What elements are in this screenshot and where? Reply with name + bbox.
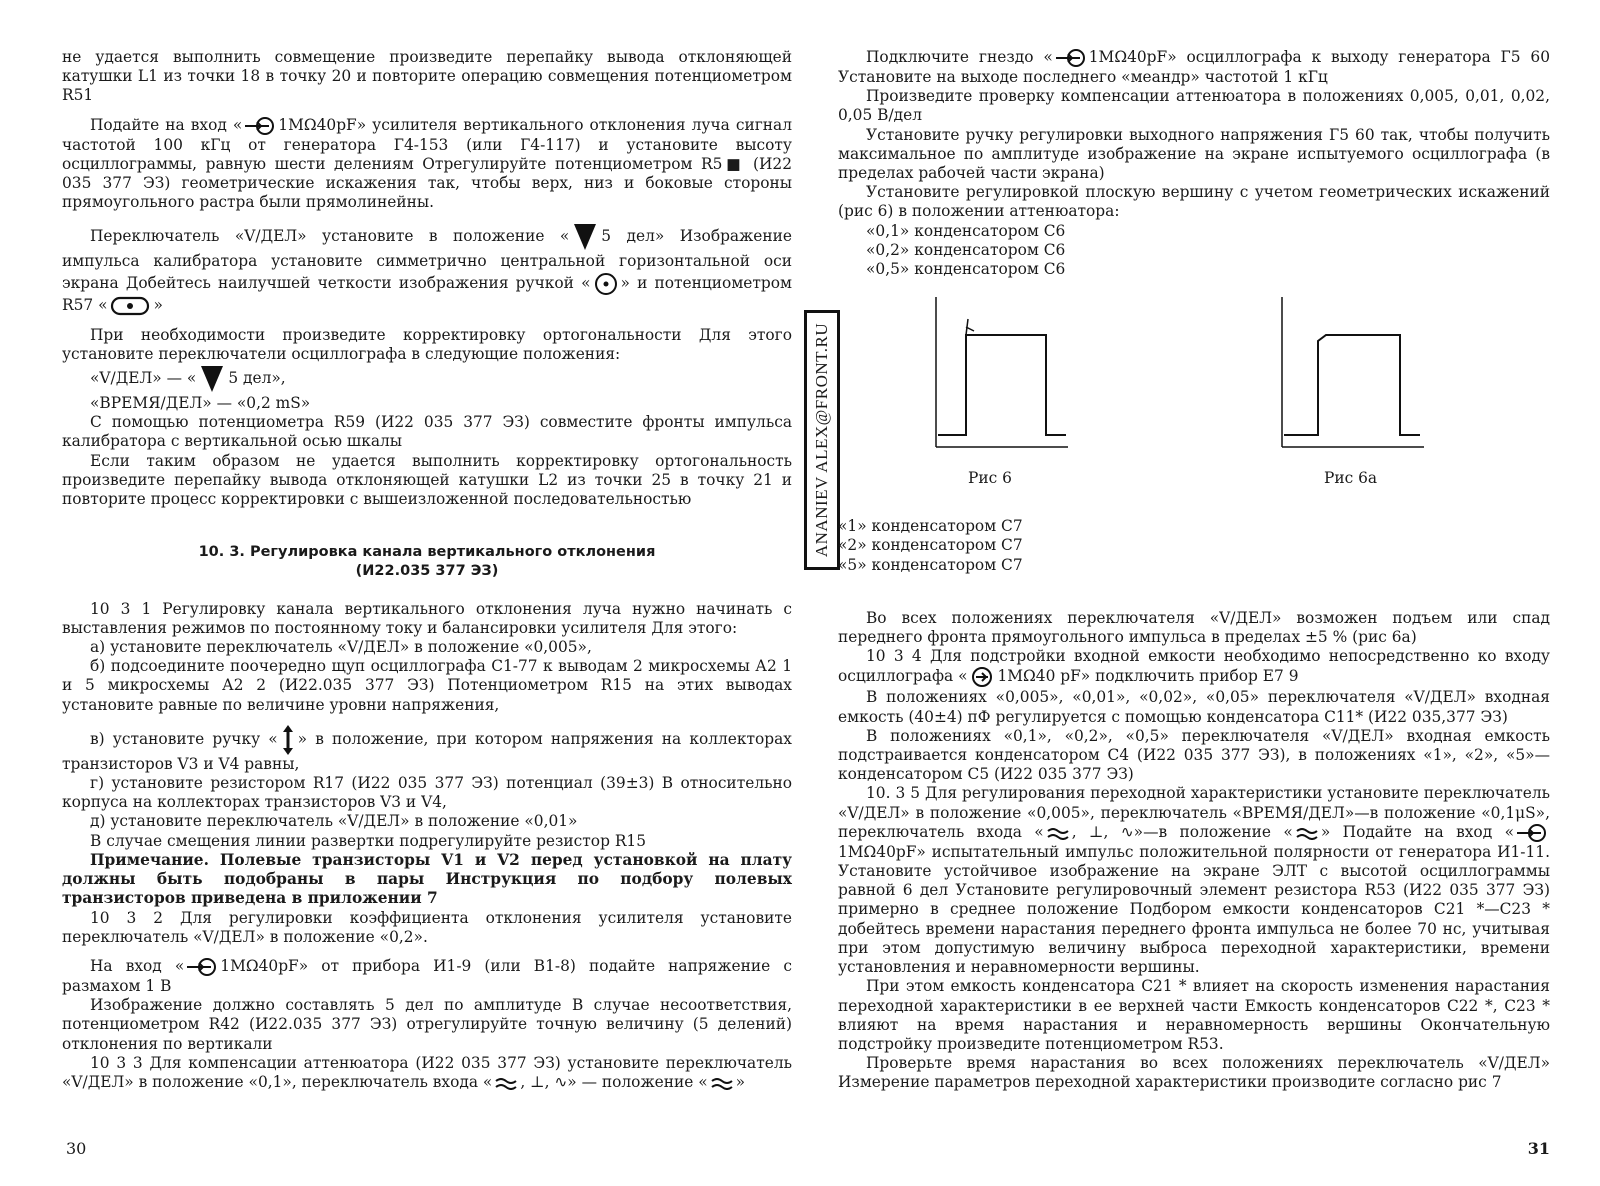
list-item: «0,1» конденсатором С6 — [866, 221, 1066, 240]
paragraph: Если таким образом не удается выполнить корректировку ортогональность произведите перепайку вывода отклоняющей катушки L2 из точки 25 в точку 21 и повторите процесс корректировки с вышеизложенной последовательностью — [62, 451, 792, 509]
watermark-stamp: ANANIEV ALEX@FRONT.RU — [804, 310, 840, 570]
paragraph: в) установите ручку « » в положение, при котором напряжения на коллекторах транзисторов V3 и V4 равны, — [62, 725, 792, 774]
paragraph: 10 3 3 Для компенсации аттенюатора (И22 035 377 ЭЗ) установите переключатель «V/ДЕЛ» в положение «0,1», переключатель входа « , ⊥, ∿» — положение « » — [62, 1053, 792, 1091]
ac-coupling-icon — [1296, 826, 1318, 840]
note: Примечание. Полевые транзисторы V1 и V2 перед установкой на плату должны быть подобраны в пары Инструкция по подбору полевых транзисторов приведена в приложении 7 — [62, 850, 792, 908]
list-item: «0,2» конденсатором С6 — [866, 240, 1066, 259]
paragraph: Произведите проверку компенсации аттенюатора в положениях 0,005, 0,01, 0,02, 0,05 В/дел — [838, 87, 1550, 125]
focus-icon — [594, 272, 618, 296]
paragraph: 10 3 1 Регулировку канала вертикального отклонения луча нужно начинать с выставления режимов по постоянному току и балансировки усилителя Для этого: — [62, 599, 792, 637]
page-number: 31 — [1527, 1139, 1550, 1158]
paragraph: 10 3 2 Для регулировки коэффициента отклонения усилителя установите переключатель «V/ДЕЛ» в положение «0,2». — [62, 908, 792, 946]
left-page — [62, 48, 792, 1092]
figures — [838, 297, 1550, 517]
paragraph: Изображение должно составлять 5 дел по амплитуде В случае несоответствия, потенциометром R42 (И22.035 377 ЭЗ) отрегулируйте точную величину (5 делений) отклонения по вертикали — [62, 996, 792, 1053]
paragraph: д) установите переключатель «V/ДЕЛ» в положение «0,01» — [90, 812, 578, 831]
paragraph: а) установите переключатель «V/ДЕЛ» в положение «0,005», — [90, 638, 592, 657]
paragraph: Подайте на вход « 1MΩ40pF» усилителя вертикального отклонения луча сигнал частотой 100 кГц от генератора Г4-153 (или Г4-117) и установите высоту осциллограммы, равную шести делениям Отрегулируйте потенциометром R5■ (И22 035 377 ЭЗ) геометрические искажения так, чтобы верх, низ и боковые стороны прямоугольного растра были прямолинейны. — [62, 115, 792, 212]
ac-coupling-icon — [1047, 826, 1069, 840]
paragraph: При необходимости произведите корректировку ортогональности Для этого установите переключатели осциллографа в следующие положения: — [62, 325, 792, 363]
paragraph: не удается выполнить совмещение произведите перепайку вывода отклоняющей катушки L1 из точки 18 в точку 20 и повторите операцию совмещения потенциометром R51 — [62, 48, 792, 105]
balance-arrow-icon — [281, 725, 295, 755]
figure-6-waveform — [928, 297, 1068, 457]
figure-caption: Рис 6 — [968, 469, 1012, 488]
ac-coupling-icon — [495, 1076, 517, 1090]
input-jack-icon — [245, 116, 275, 136]
capacitor-list — [838, 517, 1550, 575]
paragraph: С помощью потенциометра R59 (И22 035 377 ЭЗ) совместите фронты импульса калибратора с вертикальной осью шкалы — [62, 413, 792, 451]
paragraph: 10. 3 5 Для регулирования переходной характеристики установите переключатель «V/ДЕЛ» в положение «0,005», переключатель «ВРЕМЯ/ДЕЛ»—в положение «0,1μS», переключатель входа « , ⊥, ∿»—в положение « » Подайте на вход «1MΩ40pF» испытательный импульс положительной полярности от генератора И1-11. Установите устойчивое изображение на экране ЭЛТ с высотой осциллограммы равной 6 дел Установите регулировочный элемент резистора R53 (И22 035 377 ЭЗ) примерно в среднее положение Подбором емкости конденсаторов С21 *—С23 * добейтесь времени нарастания переднего фронта импульса не более 70 нс, учитывая при этом допустимую величину выброса переходной характеристики, времени установления и неравномерности вершины. — [838, 784, 1550, 977]
calibrator-triangle-icon — [572, 222, 598, 252]
paragraph: При этом емкость конденсатора С21 * влияет на скорость изменения нарастания переходной характеристики в ее верхней части Емкость конденсаторов С22 *, С23 * влияют на время нарастания и неравномерность вершины Окончательную подстройку произведите потенциометром R53. — [838, 977, 1550, 1053]
paragraph: Установите регулировкой плоскую вершину с учетом геометрических искажений (рис 6) в положении аттенюатора: — [838, 183, 1550, 221]
list-item: «1» конденсатором С7 — [838, 517, 1023, 536]
paragraph: В положениях «0,005», «0,01», «0,02», «0,05» переключателя «V/ДЕЛ» входная емкость (40±4) пФ регулируется с помощью конденсатора С11* (И22 035,377 ЭЗ) — [838, 688, 1550, 726]
paragraph: 10 3 4 Для подстройки входной емкости необходимо непосредственно ко входу осциллографа « 1MΩ40 pF» подключить прибор Е7 9 — [838, 647, 1550, 688]
figure-caption: Рис 6а — [1324, 469, 1378, 488]
paragraph: Установите ручку регулировки выходного напряжения Г5 60 так, чтобы получить максимальное по амплитуде изображение на экране испытуемого осциллографа (в пределах рабочей части экрана) — [838, 125, 1550, 183]
input-jack-icon — [187, 957, 217, 977]
right-page — [838, 48, 1550, 1093]
list-item: «0,5» конденсатором С6 — [866, 260, 1066, 279]
paragraph: б) подсоедините поочередно щуп осциллографа С1-77 к выводам 2 микросхемы А2 1 и 5 микросхемы А2 2 (И22.035 377 ЭЗ) Потенциометром R15 на этих выводах установите равные по величине уровни напряжения, — [62, 657, 792, 714]
astigmatism-icon — [110, 296, 150, 316]
paragraph: «ВРЕМЯ/ДЕЛ» — «0,2 mS» — [90, 394, 311, 413]
paragraph: Переключатель «V/ДЕЛ» установите в положение « 5 дел» Изображение импульса калибратора установите симметрично центральной горизонтальной оси экрана Добейтесь наилучшей четкости изображения ручкой « » и потенциометром R57 « » — [62, 222, 792, 315]
section-heading: 10. 3. Регулировка канала вертикального отклонения (И22.035 377 ЭЗ) — [198, 544, 656, 580]
paragraph: г) установите резистором R17 (И22 035 377 ЭЗ) потенциал (39±3) В относительно корпуса на коллекторах транзисторов V3 и V4, — [62, 774, 792, 812]
paragraph: В случае смещения линии развертки подрегулируйте резистор R15 — [90, 831, 646, 850]
input-jack-icon — [1056, 48, 1086, 68]
paragraph: «V/ДЕЛ» — « 5 дел», — [62, 364, 792, 394]
paragraph: Во всех положениях переключателя «V/ДЕЛ» возможен подъем или спад переднего фронта прямоугольного импульса в пределах ±5 % (рис 6а) — [838, 608, 1550, 647]
input-jack-icon — [970, 666, 994, 688]
input-jack-icon — [1517, 823, 1547, 843]
list-item: «5» конденсатором С7 — [838, 555, 1023, 574]
ac-coupling-icon — [711, 1076, 733, 1090]
calibrator-triangle-icon — [199, 364, 225, 394]
page-number: 30 — [66, 1139, 87, 1158]
list-item: «2» конденсатором С7 — [838, 536, 1023, 555]
paragraph: На вход « 1MΩ40pF» от прибора И1-9 (или В1-8) подайте напряжение с размахом 1 В — [62, 956, 792, 995]
paragraph: В положениях «0,1», «0,2», «0,5» переключателя «V/ДЕЛ» входная емкость подстраивается конденсатором С4 (И22 035 377 ЭЗ), в положениях «1», «2», «5»—конденсатором С5 (И22 035 377 ЭЗ) — [838, 726, 1550, 784]
paragraph: Подключите гнездо « 1MΩ40pF» осциллографа к выходу генератора Г5 60 Установите на выходе последнего «меандр» частотой 1 кГц — [838, 48, 1550, 86]
paragraph: Проверьте время нарастания во всех положениях переключатель «V/ДЕЛ» Измерение параметров переходной характеристики производите согласно рис 7 — [838, 1054, 1550, 1092]
figure-6a-waveform — [1274, 297, 1424, 457]
